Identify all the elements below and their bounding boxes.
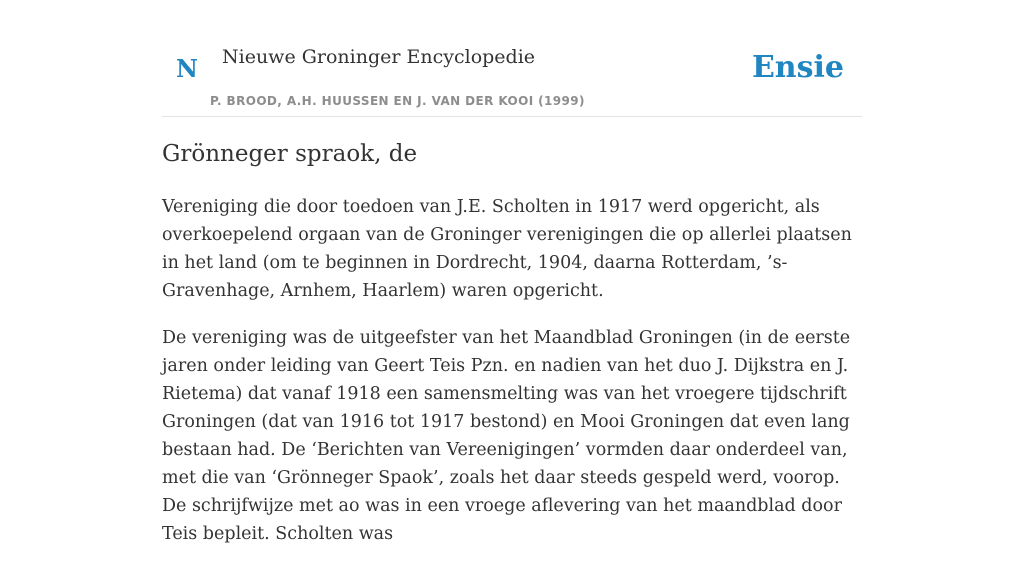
- paragraph: Vereniging die door toedoen van J.E. Scholten in 1917 werd opgericht, als overkoepelend orgaan van de Groninger verenigingen die op allerlei plaatsen in het land (om te beginnen in Dordrecht, 1904, daarna Rotterdam, ’s-Gravenhage, Arnhem, Haarlem) waren opgericht.: [162, 197, 852, 301]
- authors: P. BROOD, A.H. HUUSSEN EN J. VAN DER KOOI (1999): [210, 94, 585, 108]
- work-title[interactable]: Nieuwe Groninger Encyclopedie: [222, 46, 536, 68]
- entry-title: Grönneger spraok, de: [162, 141, 418, 167]
- logo-n-icon[interactable]: N: [176, 54, 198, 83]
- entry-body: [162, 193, 862, 548]
- paragraph: De vereniging was de uitgeefster van het Maandblad Groningen (in de eerste jaren onder leiding van Geert Teis Pzn. en nadien van het duo J. Dijkstra en J. Rietema) dat vanaf 1918 een samensmelting was van het vroegere tijdschrift Groningen (dat van 1916 tot 1917 bestond) en Mooi Groningen dat even lang bestaan had. De ‘Berichten van Vereenigingen’ vormden daar onderdeel van, met die van ‘Grönneger Spaok’, zoals het daar steeds gespeld werd, voorop. De schrijfwijze met ao was in een vroege aflevering van het maandblad door Teis bepleit. Scholten was: [162, 328, 851, 544]
- ensie-logo[interactable]: Ensie: [751, 50, 844, 85]
- header: [162, 0, 862, 117]
- page: [162, 0, 862, 567]
